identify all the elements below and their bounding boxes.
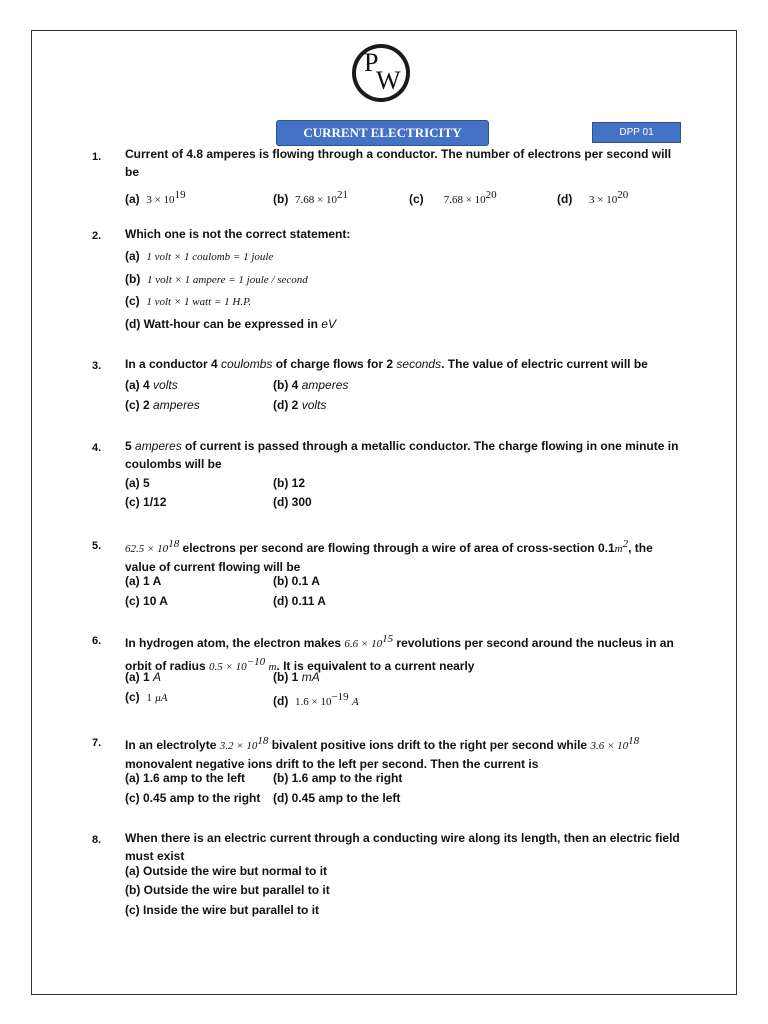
question-6-text: In hydrogen atom, the electron makes $6.6 \times 10^{15}$ revolutions per second around the nucleus in an orbit of radius $0.5 \times 10^{-10}$ m. It is equivalent to a current nearly — [125, 633, 674, 673]
question-2-number: 2. — [92, 230, 102, 242]
q2-option-b[interactable]: (b) 1 volt × 1 ampere = 1 joule / second — [125, 272, 308, 286]
question-7-text: In an electrolyte $3.2 \times 10^{18}$ bivalent positive ions drift to the right per second while $3.6 \times 10^{18}$ monovalent negative ions drift to the left per second. Then the current is — [125, 735, 640, 771]
q6-option-c[interactable]: (c) 1 μA — [125, 690, 168, 704]
q1-option-c[interactable]: (c) $7.68 \times 10^{20}$ — [409, 189, 497, 206]
q7-option-c[interactable]: (c) 0.45 amp to the right — [125, 791, 261, 805]
question-8-number: 8. — [92, 834, 102, 846]
q1-option-a[interactable]: (a) $3 \times 10^{19}$ — [125, 189, 186, 206]
q4-option-d[interactable]: (d) 300 — [273, 495, 312, 509]
dpp-badge: DPP 01 — [592, 122, 681, 143]
q5-option-d[interactable]: (d) 0.11 A — [273, 594, 326, 608]
q6-option-b[interactable]: (b) 1 mA — [273, 670, 320, 684]
q7-option-a[interactable]: (a) 1.6 amp to the left — [125, 771, 246, 785]
q3-option-d[interactable]: (d) 2 volts — [273, 398, 327, 412]
q2-option-d[interactable]: (d) Watt-hour can be expressed in eV — [125, 317, 336, 331]
question-1-number: 1. — [92, 151, 102, 163]
q4-option-a[interactable]: (a) 5 — [125, 476, 150, 490]
q2-option-a[interactable]: (a) 1 volt × 1 coulomb = 1 joule — [125, 249, 274, 263]
q3-option-c[interactable]: (c) 2 amperes — [125, 398, 200, 412]
chapter-title: CURRENT ELECTRICITY — [276, 120, 489, 146]
q5-option-c[interactable]: (c) 10 A — [125, 594, 168, 608]
question-8-text: When there is an electric current through a conducting wire along its length, then an electric field must exist — [125, 831, 680, 863]
q8-option-a[interactable]: (a) Outside the wire but normal to it — [125, 864, 328, 878]
q7-option-b[interactable]: (b) 1.6 amp to the right — [273, 771, 403, 785]
q8-option-c[interactable]: (c) Inside the wire but parallel to it — [125, 903, 320, 917]
question-6-number: 6. — [92, 635, 102, 647]
q6-option-d[interactable]: (d) $1.6 \times 10^{-19}$ A — [273, 691, 359, 708]
pw-logo — [352, 44, 410, 102]
q1-option-d[interactable]: (d) $3 \times 10^{20}$ — [557, 189, 629, 206]
question-5-text: $62.5 \times 10^{18}$ electrons per second are flowing through a wire of area of cross-section $0.1m^2$, the value of current flowing will be — [125, 538, 653, 574]
q7-option-d[interactable]: (d) 0.45 amp to the left — [273, 791, 401, 805]
q5-option-a[interactable]: (a) 1 A — [125, 574, 162, 588]
q4-option-c[interactable]: (c) 1/12 — [125, 495, 167, 509]
q5-option-b[interactable]: (b) 0.1 A — [273, 574, 320, 588]
q4-option-b[interactable]: (b) 12 — [273, 476, 306, 490]
q1-option-b[interactable]: (b) $7.68 \times 10^{21}$ — [273, 189, 348, 206]
question-5-number: 5. — [92, 540, 102, 552]
question-4-text: 5 amperes of current is passed through a metallic conductor. The charge flowing in one minute in coulombs will be — [125, 439, 679, 471]
logo-letter-w: W — [376, 66, 401, 95]
q3-option-a[interactable]: (a) 4 volts — [125, 378, 178, 392]
q3-option-b[interactable]: (b) 4 amperes — [273, 378, 349, 392]
q2-option-c[interactable]: (c) 1 volt × 1 watt = 1 H.P. — [125, 294, 252, 308]
question-4-number: 4. — [92, 442, 102, 454]
q6-option-a[interactable]: (a) 1 A — [125, 670, 162, 684]
q8-option-b[interactable]: (b) Outside the wire but parallel to it — [125, 883, 330, 897]
question-2-text: Which one is not the correct statement: — [125, 227, 351, 241]
question-3-text: In a conductor 4 coulombs of charge flows for 2 seconds. The value of electric current will be — [125, 357, 648, 371]
logo-letter-p: P — [364, 48, 379, 77]
question-3-number: 3. — [92, 360, 102, 372]
question-7-number: 7. — [92, 737, 102, 749]
question-1-text: Current of 4.8 amperes is flowing through a conductor. The number of electrons per second will be — [125, 147, 672, 179]
